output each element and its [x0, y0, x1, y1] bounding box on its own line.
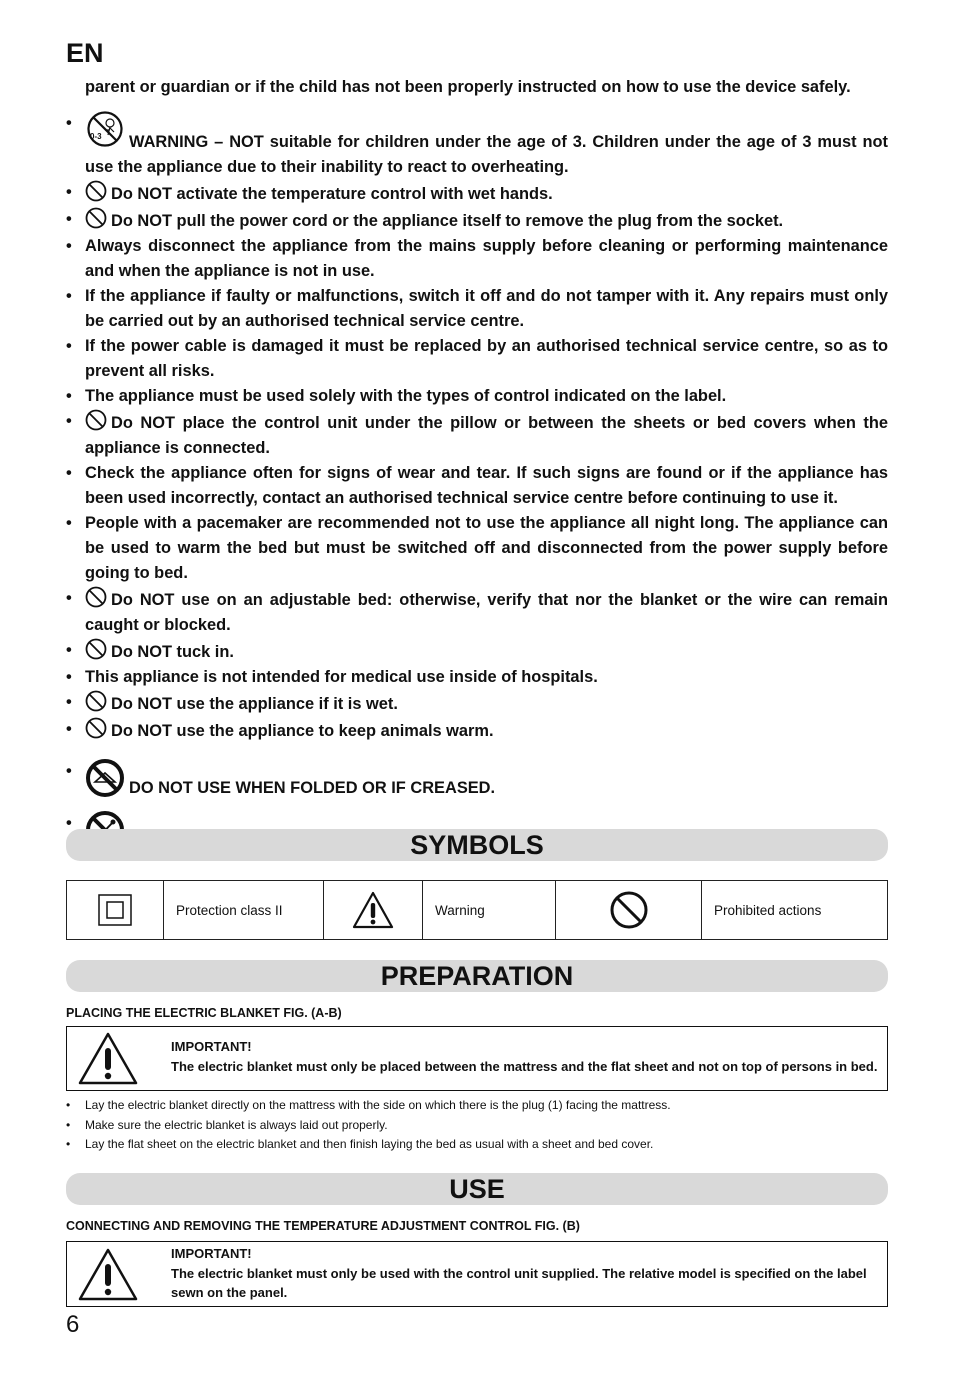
- symbol-label: Prohibited actions: [702, 881, 888, 940]
- warning-item: [66, 384, 888, 409]
- prohibited-icon: [85, 690, 107, 712]
- warning-item: [66, 759, 888, 801]
- important-label: IMPORTANT!: [171, 1246, 252, 1261]
- warning-item: [66, 717, 888, 744]
- prohibited-icon: [85, 180, 107, 202]
- list-item: • Make sure the electric blanket is always laid out properly.: [66, 1116, 888, 1136]
- warning-item: [66, 665, 888, 690]
- warning-text: People with a pacemaker are recommended not to use the appliance all night long. The appliance can be used to warm the bed but must be switched off and disconnected from the power supply before going to bed.: [85, 514, 888, 582]
- warning-item: [66, 207, 888, 234]
- prohibited-icon: [85, 717, 107, 739]
- svg-text:0-3: • 0-3: [90, 132, 102, 141]
- symbols-heading: SYMBOLS: [66, 829, 888, 861]
- warning-item: [66, 638, 888, 665]
- protection-class-ii-icon: [67, 881, 164, 940]
- warning-item: [66, 234, 888, 284]
- warnings-list: [66, 105, 888, 853]
- list-item: • Lay the flat sheet on the electric blanket and then finish laying the bed as usual with a sheet and bed cover.: [66, 1135, 888, 1155]
- symbols-table: [66, 880, 888, 940]
- warning-text: WARNING – NOT suitable for children under the age of 3. Children under the age of 3 must not use the appliance due to their inability to react to overheating.: [85, 133, 888, 176]
- warning-text: If the power cable is damaged it must be replaced by an authorised technical service centre, so as to prevent all risks.: [85, 337, 888, 380]
- prohibited-icon: [85, 586, 107, 608]
- warning-text: Do NOT use the appliance to keep animals warm.: [111, 722, 494, 740]
- warning-item: [66, 586, 888, 638]
- symbol-label: Warning: [423, 881, 556, 940]
- prohibited-icon: [556, 881, 702, 940]
- use-subheading: CONNECTING AND REMOVING THE TEMPERATURE ADJUSTMENT CONTROL FIG. (B): [66, 1219, 580, 1233]
- intro-text: parent or guardian or if the child has not been properly instructed on how to use the device safely.: [85, 78, 851, 96]
- important-box: [66, 1026, 888, 1091]
- warning-triangle-icon: [77, 1247, 139, 1302]
- warning-item: [66, 334, 888, 384]
- preparation-heading: PREPARATION: [66, 960, 888, 992]
- preparation-subheading: PLACING THE ELECTRIC BLANKET FIG. (A-B): [66, 1006, 342, 1020]
- warning-text: Check the appliance often for signs of wear and tear. If such signs are found or if the appliance has been used incorrectly, contact an authorised technical service centre before continuing to use it.: [85, 464, 888, 507]
- age-0-3-prohibited-icon: [85, 111, 125, 147]
- preparation-steps: [66, 1096, 888, 1155]
- warning-text: Do NOT activate the temperature control with wet hands.: [111, 185, 553, 203]
- important-text: The electric blanket must only be used with the control unit supplied. The relative model is specified on the label sewn on the panel.: [171, 1265, 867, 1300]
- prohibited-icon: [85, 638, 107, 660]
- important-box: [66, 1241, 888, 1307]
- important-text: The electric blanket must only be placed between the mattress and the flat sheet and not on top of persons in bed.: [171, 1058, 878, 1074]
- prohibited-icon: [85, 207, 107, 229]
- warning-item: [66, 284, 888, 334]
- prohibited-icon: [85, 409, 107, 431]
- warning-item: [66, 180, 888, 207]
- warning-item: [66, 105, 888, 180]
- warning-text: If the appliance if faulty or malfunctions, switch it off and do not tamper with it. Any repairs must only be carried out by an authorised technical service centre.: [85, 287, 888, 330]
- warning-item: [66, 461, 888, 511]
- no-folding-icon: [85, 759, 125, 797]
- warning-text: Always disconnect the appliance from the mains supply before cleaning or performing maintenance and when the appliance is not in use.: [85, 237, 888, 280]
- use-heading: USE: [66, 1173, 888, 1205]
- warning-triangle-icon: [324, 881, 423, 940]
- language-code: EN: [66, 38, 104, 68]
- warning-item: [66, 409, 888, 461]
- page-number: 6: [66, 1311, 80, 1338]
- warning-item: [66, 690, 888, 717]
- warning-triangle-icon: [77, 1031, 139, 1086]
- warning-text: Do NOT tuck in.: [111, 643, 234, 661]
- symbol-label: Protection class II: [164, 881, 324, 940]
- warning-text: Do NOT pull the power cord or the appliance itself to remove the plug from the socket.: [111, 212, 784, 230]
- warning-text: Do NOT place the control unit under the pillow or between the sheets or bed covers when the appliance is connected.: [85, 414, 888, 457]
- warning-text: Do NOT use on an adjustable bed: otherwise, verify that nor the blanket or the wire can remain caught or blocked.: [85, 591, 888, 634]
- warning-text: DO NOT USE WHEN FOLDED OR IF CREASED.: [129, 779, 496, 797]
- list-item: • Lay the electric blanket directly on the mattress with the side on which there is the plug (1) facing the mattress.: [66, 1096, 888, 1116]
- warning-text: This appliance is not intended for medical use inside of hospitals.: [85, 668, 598, 686]
- important-label: IMPORTANT!: [171, 1039, 252, 1054]
- warning-text: Do NOT use the appliance if it is wet.: [111, 695, 398, 713]
- warning-text: The appliance must be used solely with the types of control indicated on the label.: [85, 387, 727, 405]
- warning-item: [66, 511, 888, 586]
